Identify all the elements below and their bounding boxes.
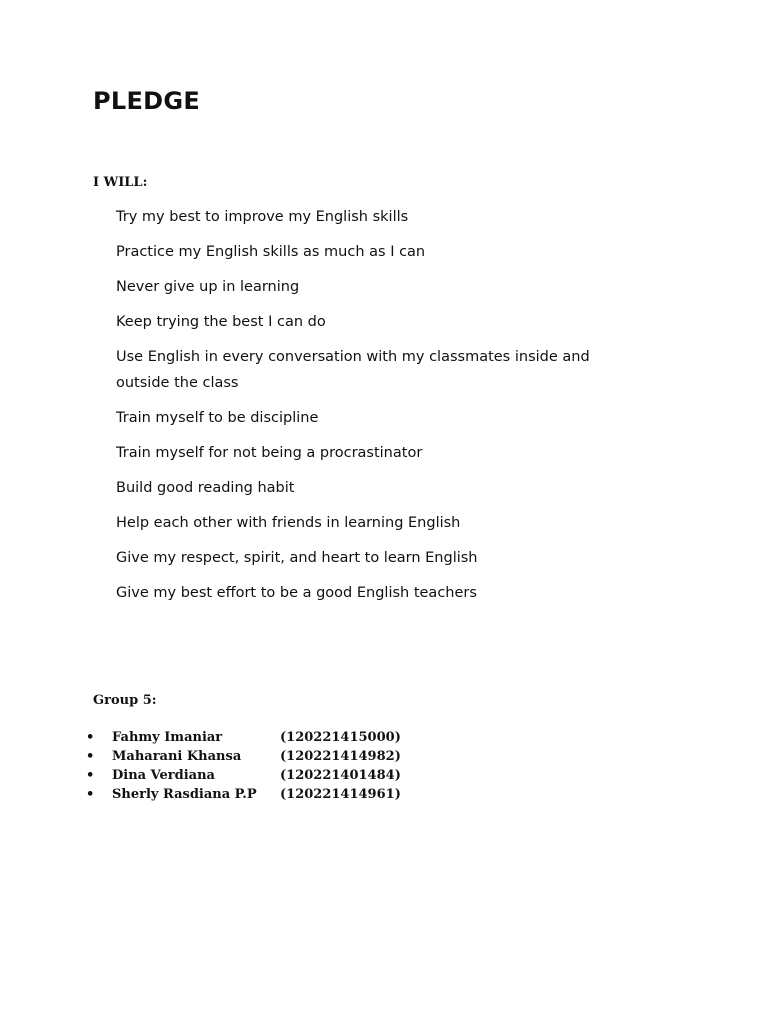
member-list [86,728,401,804]
pledge-item: Train myself for not being a procrastinator [116,445,423,461]
pledge-item: Give my respect, spirit, and heart to learn English [116,550,478,566]
document-title: PLEDGE [93,87,201,115]
member-id: (120221401484) [280,768,401,783]
bullet-icon: • [86,749,95,764]
member-item [86,747,401,766]
bullet-icon: • [86,730,95,745]
member-id: (120221415000) [280,730,401,745]
pledge-item: Give my best effort to be a good English teachers [116,585,477,601]
pledge-intro: I WILL: [93,175,148,190]
pledge-item: Train myself to be discipline [116,410,319,426]
pledge-list [116,204,636,615]
pledge-item: Keep trying the best I can do [116,314,326,330]
member-id: (120221414982) [280,749,401,764]
member-name: Sherly Rasdiana P.P [112,787,257,802]
bullet-icon: • [86,768,95,783]
member-id: (120221414961) [280,787,401,802]
member-name: Maharani Khansa [112,749,242,764]
member-item [86,785,401,804]
pledge-item: Build good reading habit [116,480,295,496]
pledge-item: Practice my English skills as much as I can [116,244,426,260]
pledge-item: Try my best to improve my English skills [116,209,409,225]
group-label: Group 5: [93,693,157,708]
pledge-item: Never give up in learning [116,279,300,295]
pledge-item: Help each other with friends in learning English [116,515,461,531]
member-name: Dina Verdiana [112,768,215,783]
member-item [86,728,401,747]
pledge-item: Use English in every conversation with my classmates inside and outside the class [116,349,590,391]
member-name: Fahmy Imaniar [112,730,223,745]
member-item [86,766,401,785]
bullet-icon: • [86,787,95,802]
